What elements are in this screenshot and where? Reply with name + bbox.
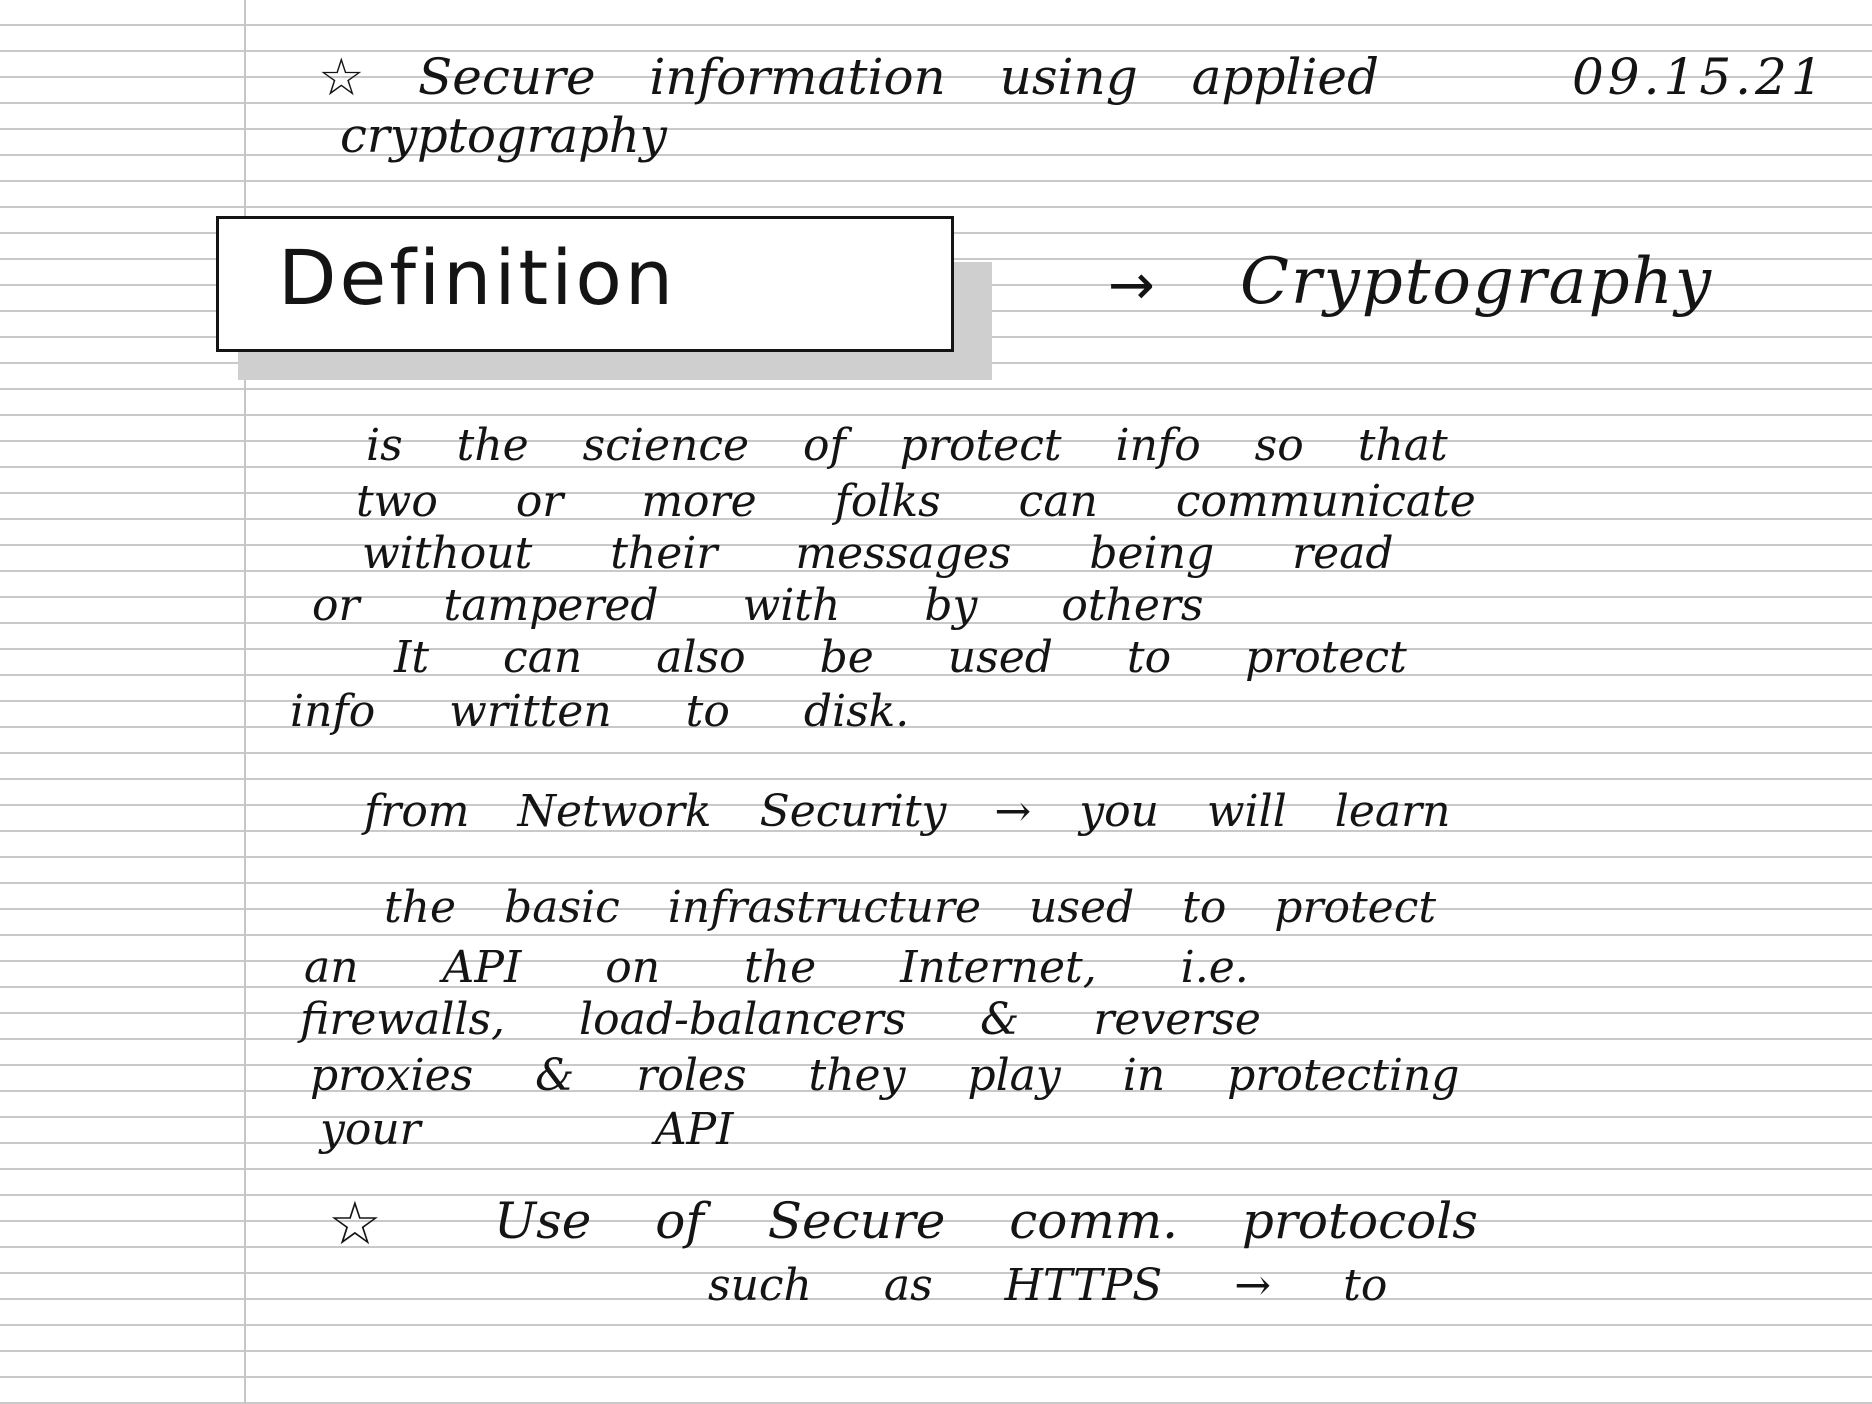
star-icon: ☆ [328, 1189, 382, 1259]
definition-label: Definition [278, 233, 677, 322]
paragraph1-line: or tampered with by others [312, 580, 1204, 631]
paragraph1-line: two or more folks can communicate [356, 476, 1476, 527]
star-icon: ☆ [318, 48, 365, 108]
page-title-line1: Secure information using applied [418, 48, 1379, 106]
paragraph2-line: an API on the Internet, i.e. [304, 942, 1249, 993]
paragraph2-line: the basic infrastructure used to protect [384, 882, 1437, 933]
paragraph1-line: It can also be used to protect [394, 632, 1407, 683]
paragraph2-line: your API [320, 1104, 734, 1155]
arrow-icon: → [1108, 253, 1155, 318]
paragraph1-line: info written to disk. [290, 686, 910, 737]
page-title-line2: cryptography [340, 108, 667, 164]
notebook-margin-line [244, 0, 246, 1404]
page-date: 09.15.21 [1572, 48, 1827, 106]
definition-term: Cryptography [1240, 245, 1713, 319]
paragraph2-line: firewalls, load-balancers & reverse [300, 994, 1261, 1045]
paragraph1-line: without their messages being read [362, 528, 1394, 579]
secure-comm-line2: such as HTTPS → to [708, 1260, 1388, 1311]
paragraph2-line: proxies & roles they play in protecting [310, 1050, 1460, 1101]
paragraph1-line: is the science of protect info so that [366, 420, 1448, 471]
secure-comm-line1: Use of Secure comm. protocols [494, 1192, 1478, 1250]
network-security-line: from Network Security → you will learn [364, 786, 1451, 837]
